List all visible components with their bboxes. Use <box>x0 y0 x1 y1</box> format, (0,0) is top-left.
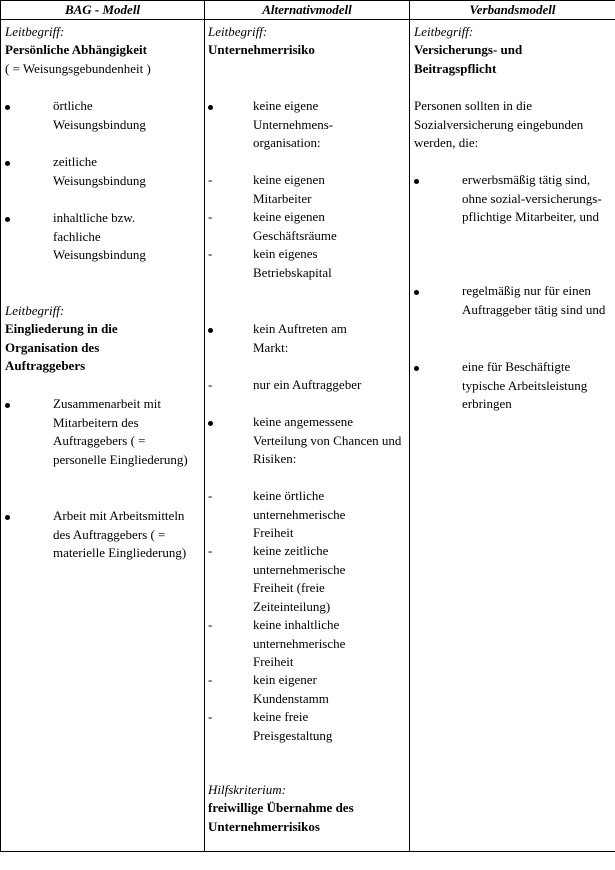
alt-item: nur ein Auftraggeber <box>253 377 362 392</box>
alt-item: keine eigene Unternehmens-organisation: <box>253 98 334 150</box>
bullet-icon <box>5 153 10 172</box>
alt-item: kein Auftreten am Markt: <box>253 321 347 355</box>
alt-leitbegriff-title: Unternehmerrisiko <box>208 42 315 57</box>
alt-item: keine inhaltliche unternehmerische Freiheit <box>253 617 346 669</box>
alt-item: keine freie Preisgestaltung <box>253 709 333 743</box>
bag-leitbegriff2-title: Eingliederung in die Organisation des Auftraggebers <box>5 321 118 373</box>
header-alternativmodell: Alternativmodell <box>205 1 410 20</box>
bullet-icon <box>5 395 10 414</box>
dash-marker: - <box>208 709 213 724</box>
bag-leitbegriff1-title: Persönliche Abhängigkeit <box>5 42 147 57</box>
dash-marker: - <box>208 543 213 558</box>
verband-leitbegriff-title: Versicherungs- und Beitragspflicht <box>414 42 523 76</box>
bullet-icon <box>5 209 10 228</box>
dash-marker: - <box>208 172 213 187</box>
alt-item: keine angemessene Verteilung von Chancen und Risiken: <box>253 414 402 466</box>
bag-leitbegriff1-sub: ( = Weisungsgebundenheit ) <box>5 61 151 76</box>
bullet-icon <box>414 171 419 190</box>
verband-column <box>410 20 615 852</box>
bullet-icon <box>414 282 419 301</box>
dash-marker: - <box>208 246 213 261</box>
alt-item: kein eigenes Betriebskapital <box>253 246 332 280</box>
verband-item: eine für Beschäftigte typische Arbeitsleistung erbringen <box>462 359 588 411</box>
bag-leitbegriff2-label: Leitbegriff: <box>5 303 65 318</box>
alt-item: keine zeitliche unternehmerische Freiheit (freie Zeiteinteilung) <box>253 543 346 614</box>
bag-column <box>1 20 205 852</box>
bullet-icon <box>5 97 10 116</box>
alt-item: keine örtliche unternehmerische Freiheit <box>253 488 346 540</box>
dash-marker: - <box>208 377 213 392</box>
bag-item: örtliche Weisungsbindung <box>53 98 146 132</box>
bullet-icon <box>208 413 213 432</box>
alt-item: keine eigenen Mitarbeiter <box>253 172 325 206</box>
bag-leitbegriff1-label: Leitbegriff: <box>5 24 65 39</box>
bullet-icon <box>208 97 213 116</box>
bag-item: inhaltliche bzw. fachliche Weisungsbindung <box>53 210 146 262</box>
alt-hilfs-label: Hilfskriterium: <box>208 782 286 797</box>
dash-marker: - <box>208 672 213 687</box>
bag-item: Zusammenarbeit mit Mitarbeitern des Auftraggebers ( = personelle Eingliederung) <box>53 396 188 467</box>
bullet-icon <box>414 358 419 377</box>
dash-marker: - <box>208 488 213 503</box>
verband-item: erwerbsmäßig tätig sind, ohne sozial-versicherungs-pflichtige Mitarbeiter, und <box>462 172 602 224</box>
dash-marker: - <box>208 617 213 632</box>
header-verbandsmodell: Verbandsmodell <box>410 1 615 20</box>
bullet-icon <box>5 507 10 526</box>
alt-leitbegriff-label: Leitbegriff: <box>208 24 268 39</box>
bag-item: Arbeit mit Arbeitsmitteln des Auftraggebers ( = materielle Eingliederung) <box>53 508 187 560</box>
alt-column <box>205 20 410 852</box>
bullet-icon <box>208 320 213 339</box>
dash-marker: - <box>208 209 213 224</box>
alt-hilfs-title: freiwillige Übernahme des Unternehmerrisikos <box>208 800 354 834</box>
verband-item: regelmäßig nur für einen Auftraggeber tätig sind und <box>462 283 606 317</box>
alt-item: kein eigener Kundenstamm <box>253 672 329 706</box>
header-bag-modell: BAG - Modell <box>1 1 205 20</box>
bag-item: zeitliche Weisungsbindung <box>53 154 146 188</box>
verband-intro: Personen sollten in die Sozialversicherung eingebunden werden, die: <box>414 98 584 150</box>
verband-leitbegriff-label: Leitbegriff: <box>414 24 474 39</box>
alt-item: keine eigenen Geschäftsräume <box>253 209 337 243</box>
